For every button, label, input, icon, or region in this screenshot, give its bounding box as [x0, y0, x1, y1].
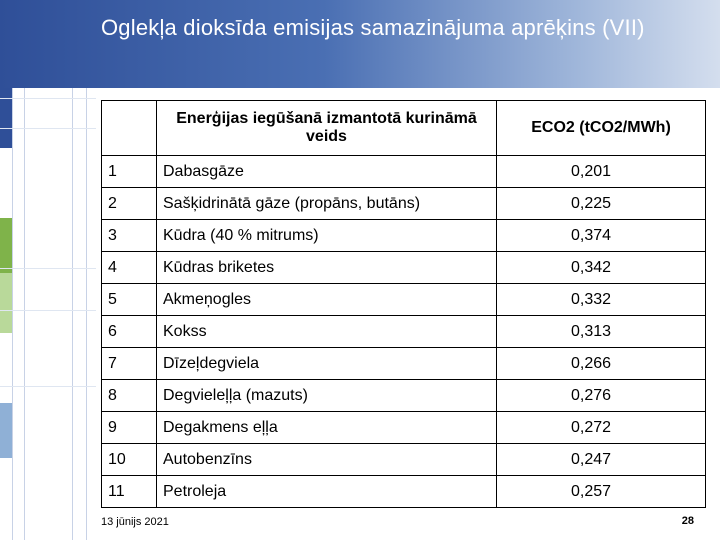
row-number: 5	[102, 284, 157, 316]
table-row	[102, 188, 706, 220]
fuel-name: Kūdra (40 % mitrums)	[157, 220, 497, 252]
decorative-left-strip	[0, 88, 12, 540]
page-number: 28	[681, 515, 694, 527]
fuel-name: Dīzeļdegviela	[157, 348, 497, 380]
fuel-name: Degakmens eļļa	[157, 412, 497, 444]
eco2-value: 0,272	[497, 412, 706, 444]
row-number: 10	[102, 444, 157, 476]
fuel-name: Kūdras briketes	[157, 252, 497, 284]
row-number: 6	[102, 316, 157, 348]
decorative-line	[24, 88, 25, 540]
eco2-value: 0,247	[497, 444, 706, 476]
row-number: 1	[102, 156, 157, 188]
eco2-value: 0,225	[497, 188, 706, 220]
fuel-name: Degvieleļļa (mazuts)	[157, 380, 497, 412]
decorative-line	[0, 98, 96, 99]
table-row	[102, 380, 706, 412]
decorative-line	[0, 310, 96, 311]
strip-band	[0, 218, 12, 273]
eco2-value: 0,374	[497, 220, 706, 252]
strip-band	[0, 148, 12, 218]
table-row	[102, 284, 706, 316]
row-number: 11	[102, 476, 157, 508]
emission-factor-table	[101, 100, 706, 508]
table-header-row	[102, 101, 706, 156]
strip-band	[0, 273, 12, 333]
table-row	[102, 252, 706, 284]
fuel-name: Dabasgāze	[157, 156, 497, 188]
eco2-value: 0,276	[497, 380, 706, 412]
row-number: 2	[102, 188, 157, 220]
eco2-value: 0,266	[497, 348, 706, 380]
fuel-name: Petroleja	[157, 476, 497, 508]
table-row	[102, 444, 706, 476]
header-number	[102, 101, 157, 156]
decorative-line	[0, 268, 96, 269]
strip-band	[0, 333, 12, 403]
header-fuel-type: Enerģijas iegūšanā izmantotā kurināmā veids	[157, 101, 497, 156]
row-number: 9	[102, 412, 157, 444]
strip-band	[0, 458, 12, 540]
eco2-value: 0,257	[497, 476, 706, 508]
decorative-line	[0, 386, 96, 387]
eco2-value: 0,332	[497, 284, 706, 316]
decorative-line	[12, 88, 13, 540]
slide-title: Oglekļa dioksīda emisijas samazinājuma aprēķins (VII)	[101, 15, 645, 40]
fuel-name: Sašķidrinātā gāze (propāns, butāns)	[157, 188, 497, 220]
row-number: 3	[102, 220, 157, 252]
table-row	[102, 348, 706, 380]
decorative-line	[86, 88, 87, 540]
eco2-value: 0,342	[497, 252, 706, 284]
row-number: 8	[102, 380, 157, 412]
table-row	[102, 220, 706, 252]
fuel-name: Kokss	[157, 316, 497, 348]
decorative-line	[0, 128, 96, 129]
table-row	[102, 316, 706, 348]
header-eco2: ECO2 (tCO2/MWh)	[497, 101, 706, 156]
strip-band	[0, 88, 12, 148]
strip-band	[0, 403, 12, 458]
row-number: 7	[102, 348, 157, 380]
row-number: 4	[102, 252, 157, 284]
footer-date: 13 jūnijs 2021	[101, 516, 169, 528]
table-row	[102, 412, 706, 444]
eco2-value: 0,201	[497, 156, 706, 188]
table-row	[102, 156, 706, 188]
fuel-name: Akmeņogles	[157, 284, 497, 316]
eco2-value: 0,313	[497, 316, 706, 348]
fuel-name: Autobenzīns	[157, 444, 497, 476]
table-row	[102, 476, 706, 508]
decorative-line	[72, 88, 73, 540]
